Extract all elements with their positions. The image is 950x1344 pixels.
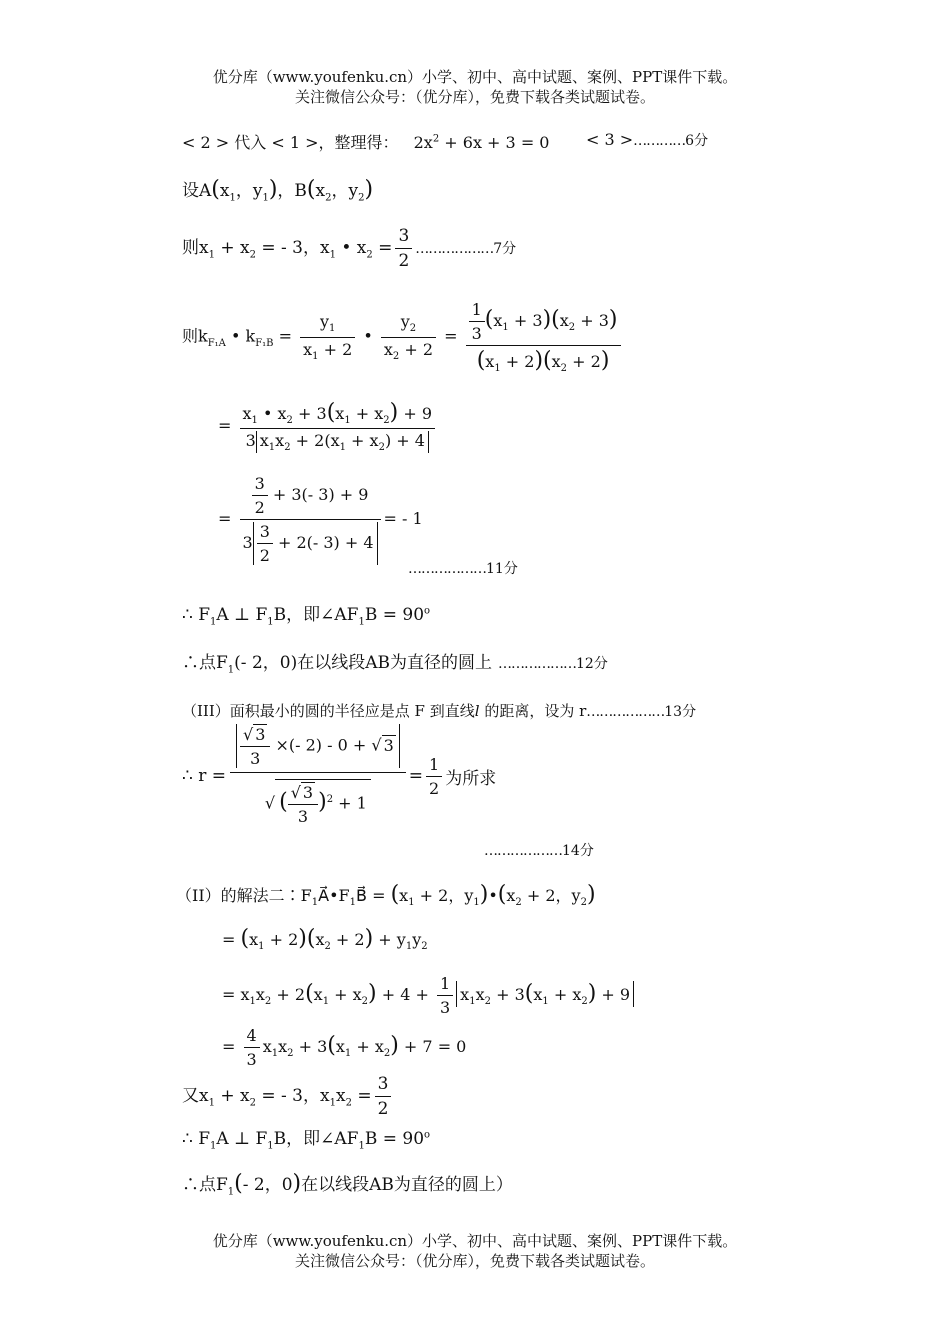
circle-text-2: 在以线段AB为直径的圆上） bbox=[301, 1175, 513, 1195]
header-line-1: 优分库（www.youfenku.cn）小学、初中、高中试题、案例、PPT课件下载。 bbox=[212, 68, 738, 86]
alt-step-2: = $x_1x_2 + 2(x_1 + x_2) + 4$ + $\frac{1}{3}$ $x_1x_2 + 3(x_1 + x_2) + 9$ bbox=[222, 974, 634, 1017]
equation-3-label: < 3 > bbox=[586, 130, 634, 149]
then-label-2: 则 bbox=[182, 326, 199, 346]
alt-step-3: = $\frac{4}{3}$ $x_1x_2 + 3(x_1 + x_2) + 7 = 0$ bbox=[222, 1026, 467, 1069]
score-12: 12分 bbox=[576, 656, 608, 672]
perpendicular-line-2: ∴ $F_1A$ ⊥ $F_1B$，即$\angle AF_1B = 90^o$ bbox=[182, 1129, 431, 1152]
equation-label: < 3 >…………6分 bbox=[586, 130, 709, 149]
alt-step-1: = $(x_1 + 2)(x_2 + 2) + y_1y_2$ bbox=[222, 926, 428, 953]
then-label: 则 bbox=[182, 238, 199, 258]
let-label: 设 bbox=[182, 181, 199, 201]
simplify-line-2: = $\frac{3}{2}$ + 3(- 3) + 9 3 $\frac{3}{2}$ + 2(- 3) + 4 = - 1 bbox=[218, 474, 423, 565]
vieta-line: 则$x_1 + x_2$ = - 3，$x_1$ • $x_2$ = $\frac{3}{2}$ ………………7分 bbox=[182, 226, 517, 271]
also-vieta-line: 又$x_1 + x_2$ = - 3，$x_1x_2$ = $\frac{3}{2}$ bbox=[182, 1074, 394, 1119]
simplify-line-1: = $\frac{x_1 • x_2 + 3(x_1 + x_2) + 9}{3 x_1x_2 + 2(x_1 + x_2) + 4}$ bbox=[218, 400, 438, 453]
slope-product-line: 则$k_{F_1A}$ • $k_{F_1B}$ = $\frac{y_1}{x_1 + 2}$ • $\frac{y_2}{x_2 + 2}$ = $\frac{1}{3}$ $(x_1 + 3)(x_2 + 3)$ $(x_1 + 2)(x_2 + 2)$ bbox=[182, 300, 624, 374]
score-6: 6分 bbox=[685, 133, 709, 149]
score-14-line: ………………14分 bbox=[484, 843, 594, 859]
circle-conclusion-line: ∴点$F_1(-$ 2，0)在以线段AB为直径的圆上 ………………12分 bbox=[182, 653, 608, 676]
part3-line: （III）面积最小的圆的半径应是点 F 到直线l 的距离，设为 r………………13分 bbox=[182, 702, 697, 720]
result-minus-one: = - 1 bbox=[383, 509, 423, 528]
score-7: 7分 bbox=[493, 241, 517, 257]
part3-text: （III）面积最小的圆的半径应是点 F 到直线 bbox=[182, 702, 475, 720]
line-l: l bbox=[474, 702, 480, 720]
footer-line-1: 优分库（www.youfenku.cn）小学、初中、高中试题、案例、PPT课件下载。 bbox=[212, 1232, 738, 1250]
score-11-line: ………………11分 bbox=[408, 561, 518, 577]
also-label: 又 bbox=[182, 1086, 199, 1106]
circle-text: 在以线段AB为直径的圆上 bbox=[297, 653, 492, 673]
quadratic-equation: $2x^2 + 6x + 3 = 0$ bbox=[413, 133, 550, 152]
footer-line-2: 关注微信公众号：（优分库），免费下载各类试题试卷。 bbox=[294, 1252, 655, 1270]
answer-text: 为所求 bbox=[445, 768, 497, 789]
score-11: 11分 bbox=[486, 561, 518, 577]
let-points-line: 设$A(x_1$，$y_1$)，$B(x_2$，$y_2$) bbox=[182, 177, 374, 204]
radius-line: ∴ r = $\frac{√ 3}{3}$ ×(- 2) - 0 + √ 3 √ ( $\frac{√ 3}{3}$ )$^2$ + 1 = $\frac{1}{2}$ 为所求 bbox=[182, 725, 497, 826]
alt-solution-label: （II）的解法二 bbox=[176, 886, 285, 905]
substitute-line bbox=[182, 130, 549, 153]
part3-text-2: 的距离，设为 r bbox=[479, 702, 587, 720]
substitute-text: < 2 > 代入 < 1 >，整理得： bbox=[182, 133, 399, 152]
score-14: 14分 bbox=[562, 843, 594, 859]
circle-conclusion-line-2: ∴点$F_1(-$ 2，0)在以线段AB为直径的圆上） bbox=[182, 1171, 513, 1198]
header-line-2: 关注微信公众号：（优分库），免费下载各类试题试卷。 bbox=[294, 88, 655, 106]
score-13: 13分 bbox=[664, 704, 697, 720]
alt-solution-line: （II）的解法二$∶F_1A⃗•F_1B⃗ = (x_1 + 2$，$y_1)•(x_2 + 2$，$y_2$) bbox=[176, 882, 596, 909]
perpendicular-line: ∴ $F_1A$ ⊥ $F_1B$，即$\angle AF_1B = 90^o$ bbox=[182, 605, 431, 628]
